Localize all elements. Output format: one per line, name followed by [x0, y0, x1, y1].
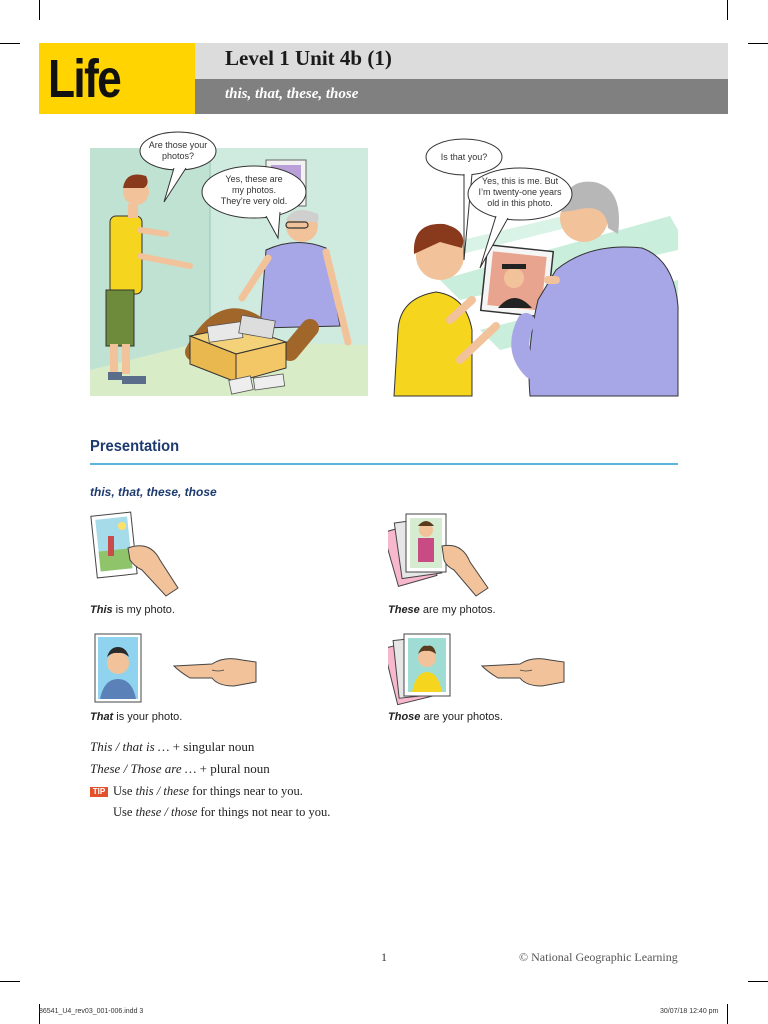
crop-mark [727, 1004, 728, 1024]
page-subtitle: this, that, these, those [225, 86, 359, 102]
speech-bubble-text: my photos. [231, 185, 277, 195]
example-text: is your photo. [113, 711, 183, 723]
example-keyword: That [90, 711, 114, 723]
page-number: 1 [381, 950, 387, 964]
tip-text [113, 784, 303, 799]
rule-text: + singular noun [169, 739, 255, 754]
example-caption [90, 711, 182, 723]
crop-mark [39, 0, 40, 20]
grammar-rule [90, 761, 270, 777]
crop-mark [0, 43, 20, 44]
section-heading: Presentation [90, 438, 180, 455]
tip-badge: TIP [90, 787, 108, 797]
tip-text-part: this / these [135, 784, 190, 798]
crop-mark [0, 981, 20, 982]
page-title: Level 1 Unit 4b (1) [225, 46, 392, 70]
speech-bubble-text: I’m twenty-one years [478, 187, 562, 197]
example-text: are your photos. [420, 711, 503, 723]
example-caption [388, 604, 496, 616]
tip-text [113, 805, 330, 820]
speech-bubble-text: old in this photo. [487, 198, 553, 208]
crop-mark [748, 981, 768, 982]
portrait-photo-icon [94, 633, 142, 703]
print-slug-date: 30/07/18 12:40 pm [660, 1008, 719, 1015]
grammar-rule [90, 739, 254, 755]
example-text: is my photo. [112, 604, 175, 616]
section-divider [90, 463, 678, 465]
example-keyword: These [388, 604, 420, 616]
speech-bubble-text: Are those your [148, 140, 208, 150]
tip-text-part: for things near to you. [189, 784, 303, 798]
rule-pattern: This / that is … [90, 739, 170, 754]
scene-illustration-left [90, 130, 370, 398]
example-keyword: This [90, 604, 113, 616]
portrait-photos-stack-icon [388, 632, 456, 706]
crop-mark [748, 43, 768, 44]
speech-bubble-text: Yes, these are [225, 174, 283, 184]
speech-bubble-text: photos? [161, 151, 195, 161]
rule-text: + plural noun [196, 761, 270, 776]
multiple-photos-hand-icon [388, 510, 492, 600]
example-caption [90, 604, 175, 616]
example-keyword: Those [388, 711, 421, 723]
example-caption [388, 711, 503, 723]
pointing-hand-icon [480, 652, 566, 690]
speech-bubble-text: They’re very old. [220, 196, 288, 206]
logo: Life [48, 49, 121, 109]
scene-illustration-right [380, 130, 680, 398]
crop-mark [727, 0, 728, 20]
speech-bubble-text: Yes, this is me. But [481, 176, 559, 186]
copyright: © National Geographic Learning [519, 950, 678, 964]
rule-pattern: These / Those are … [90, 761, 197, 776]
single-photo-hand-icon [90, 510, 184, 600]
pointing-hand-icon [172, 652, 258, 690]
print-slug-filename: 86541_U4_rev03_001-006.indd 3 [39, 1008, 144, 1015]
tip-text-part: for things not near to you. [197, 805, 331, 819]
tip-text-part: Use [113, 805, 136, 819]
tip-text-part: these / those [135, 805, 198, 819]
section-subheading: this, that, these, those [90, 485, 217, 499]
example-text: are my photos. [419, 604, 496, 616]
tip-text-part: Use [113, 784, 136, 798]
speech-bubble-text: Is that you? [440, 152, 488, 162]
